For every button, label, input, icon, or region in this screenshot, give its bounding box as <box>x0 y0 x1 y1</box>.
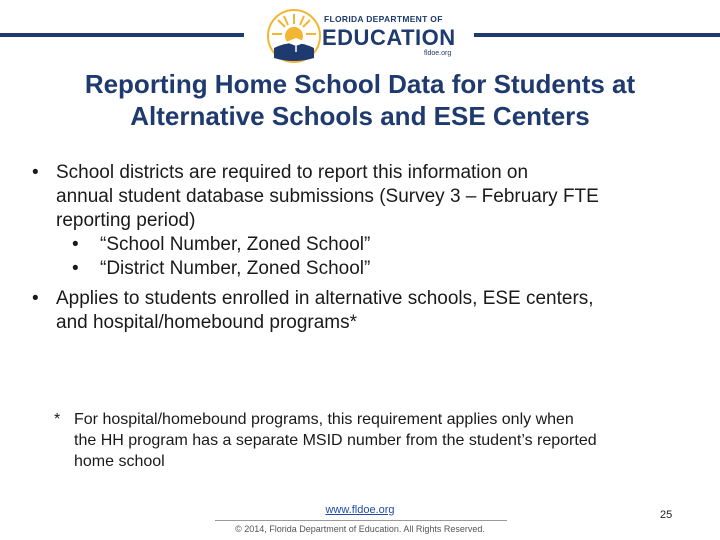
footer-divider <box>215 520 507 521</box>
sunburst-seal-icon <box>266 8 322 64</box>
slide-title <box>20 68 700 132</box>
bullet-line: annual student database submissions (Survey 3 – February FTE <box>56 186 599 207</box>
footer-copyright: © 2014, Florida Department of Education. All Rights Reserved. <box>235 524 485 534</box>
footnote <box>54 409 694 472</box>
sub-bullet-school-number: • “School Number, Zoned School” <box>32 233 692 257</box>
logo-text-department: FLORIDA DEPARTMENT OF <box>324 14 443 24</box>
footnote-marker: * <box>54 411 61 428</box>
sub-bullet-district-number: • “District Number, Zoned School” <box>32 257 692 281</box>
header-rule-right <box>474 33 720 37</box>
fldoe-logo <box>262 6 462 64</box>
logo-text-education: EDUCATION <box>322 25 456 50</box>
bullet-reporting-requirement <box>32 161 692 233</box>
title-line-1: Reporting Home School Data for Students at <box>84 69 636 99</box>
bullet-line: • Applies to students enrolled in alternative schools, ESE centers, <box>56 288 594 309</box>
bullet-line: • School districts are required to report this information on <box>56 162 529 183</box>
header-rule-left <box>0 33 244 37</box>
bullet-line: and hospital/homebound programs* <box>56 312 358 333</box>
footnote-line: For hospital/homebound programs, this requirement applies only when <box>74 411 574 428</box>
bullet-list <box>32 161 692 335</box>
footnote-line: the HH program has a separate MSID number from the student’s reported <box>74 432 597 449</box>
footer-url-link[interactable]: www.fldoe.org <box>325 504 395 516</box>
page-number: 25 <box>660 509 673 521</box>
bullet-line: reporting period) <box>56 210 196 231</box>
footnote-line: home school <box>74 453 165 470</box>
bullet-applies-to <box>32 287 692 335</box>
logo-text-site: fldoe.org <box>424 50 452 57</box>
title-line-2: Alternative Schools and ESE Centers <box>130 101 590 131</box>
